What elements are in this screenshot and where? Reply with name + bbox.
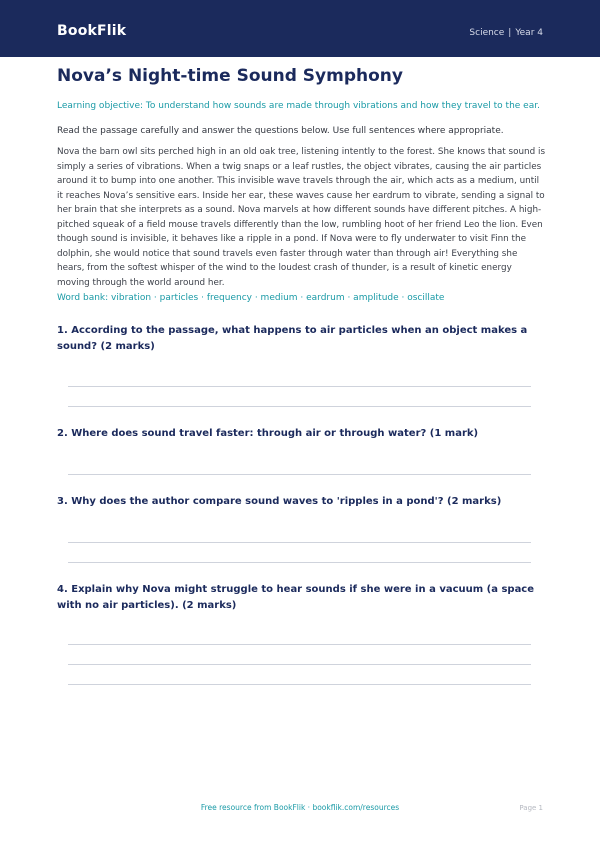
question-2: 2. Where does sound travel faster: through air or through water? (1 mark) [57,428,479,439]
separator: | [508,28,512,38]
answer-line[interactable] [68,562,531,563]
year-label: Year 4 [515,28,543,38]
answer-line[interactable] [68,684,531,685]
header-bar [0,0,600,57]
answer-line[interactable] [68,644,531,645]
question-3: 3. Why does the author compare sound waves to 'ripples in a pond'? (2 marks) [57,496,502,507]
page-title: Nova’s Night-time Sound Symphony [57,66,403,86]
question-4: 4. Explain why Nova might struggle to hear sounds if she were in a vacuum (a space with no air particles). (2 marks) [57,584,535,611]
answer-line[interactable] [68,664,531,665]
answer-line[interactable] [68,386,531,387]
instructions: Read the passage carefully and answer the questions below. Use full sentences where appropriate. [57,126,504,136]
page-number: Page 1 [519,804,543,812]
answer-line[interactable] [68,474,531,475]
subject-year-label [469,28,543,38]
answer-line[interactable] [68,406,531,407]
word-bank: Word bank: vibration · particles · frequency · medium · eardrum · amplitude · oscillate [57,293,445,303]
footer-link[interactable]: Free resource from BookFlik · bookflik.com/resources [200,803,400,812]
learning-objective: Learning objective: To understand how sounds are made through vibrations and how they travel to the ear. [57,101,540,111]
subject-label: Science [469,28,505,38]
brand-logo: BookFlik [57,23,127,39]
answer-line[interactable] [68,542,531,543]
reading-passage: Nova the barn owl sits perched high in an old oak tree, listening intently to the forest. She knows that sound is simply a series of vibrations. When a twig snaps or a leaf rustles, the object vibrates, causing the air particles around it to bump into one another. This invisible wave travels through the air, which acts as a medium, until it reaches Nova’s sensitive ears. Inside her ear, these waves cause her eardrum to vibrate, sending a signal to her brain that she interprets as a sound. Nova marvels at how different sounds have different pitches. A high-pitched squeak of a field mouse travels differently than the low, rumbling hoot of her friend Leo the lion. Even though sound is invisible, it behaves like a ripple in a pond. If Nova were to fly underwater to visit Finn the dolphin, she would notice that sound travels even faster through water than through air! Everything she hears, from the softest whisper of the wind to the loudest crash of thunder, is a result of kinetic energy moving through the world around her. [57,147,546,288]
question-1: 1. According to the passage, what happens to air particles when an object makes a sound? (2 marks) [57,325,528,352]
